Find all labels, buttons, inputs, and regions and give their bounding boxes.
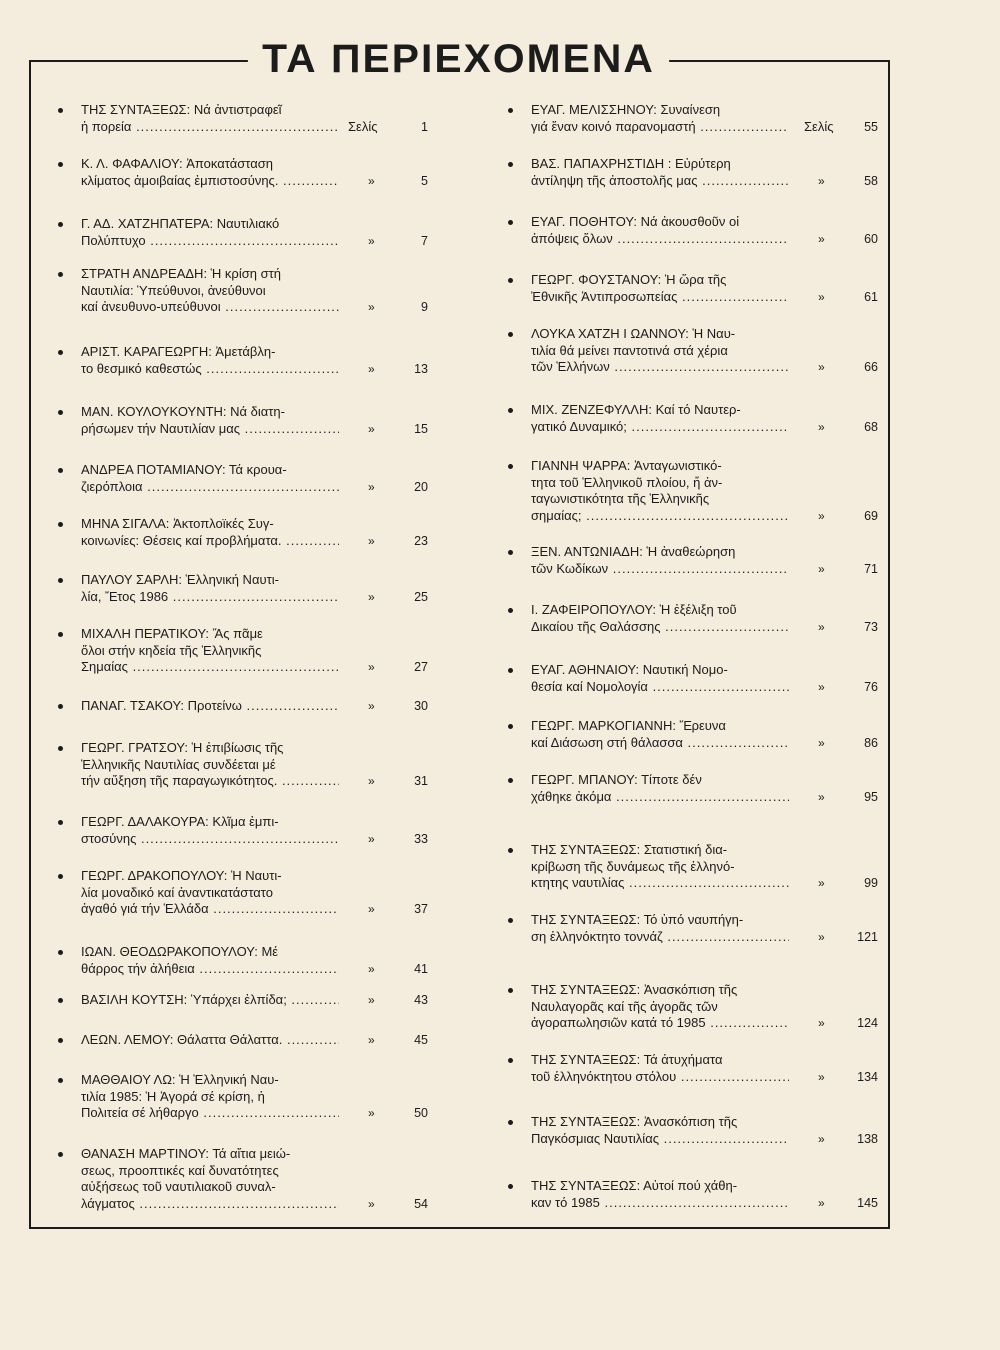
entry-line: κλίματος ἀμοιβαίας ἐμπιστοσύνης. ..... bbox=[81, 173, 339, 190]
bullet-icon bbox=[58, 746, 63, 751]
toc-entry bbox=[508, 912, 900, 945]
entry-text bbox=[81, 462, 339, 495]
entry-line: ΠΑΝΑΓ. ΤΣΑΚΟΥ: Προτείνω ..... bbox=[81, 698, 339, 715]
entry-line: κρίβωση τῆς δυνάμεως τῆς ἑλληνό- bbox=[531, 858, 735, 874]
bullet-icon bbox=[58, 704, 63, 709]
toc-entry bbox=[508, 602, 900, 635]
bullet-icon bbox=[508, 988, 513, 993]
ditto-mark: » bbox=[368, 1106, 375, 1120]
bullet-icon bbox=[508, 162, 513, 167]
entry-line: ΑΝΔΡΕΑ ΠΟΤΑΜΙΑΝΟΥ: Τά κρουα- bbox=[81, 462, 287, 477]
entry-line: τήν αὔξηση τῆς παραγωγικότητος. ..... bbox=[81, 773, 339, 790]
entry-line: γατικό Δυναμικό; ..... bbox=[531, 419, 789, 436]
bullet-icon bbox=[508, 778, 513, 783]
toc-entry bbox=[58, 344, 450, 377]
toc-entry bbox=[508, 214, 900, 247]
toc-entry bbox=[508, 1114, 900, 1147]
page-number: 55 bbox=[864, 119, 878, 134]
toc-entry bbox=[58, 868, 450, 918]
entry-text bbox=[81, 698, 339, 715]
entry-line: ὅλοι στήν κηδεία τῆς Ἑλληνικῆς bbox=[81, 642, 262, 658]
entry-line: ΤΗΣ ΣΥΝΤΑΞΕΩΣ: Αὐτοί πού χάθη- bbox=[531, 1178, 738, 1193]
entry-text bbox=[81, 944, 339, 977]
entry-line: Παγκόσμιας Ναυτιλίας ..... bbox=[531, 1131, 789, 1148]
entry-line: ΓΙΑΝΝΗ ΨΑΡΡΑ: Ἀνταγωνιστικό- bbox=[531, 458, 722, 473]
ditto-mark: » bbox=[818, 1016, 825, 1030]
entry-line: ΓΕΩΡΓ. ΔΑΛΑΚΟΥΡΑ: Κλῖμα ἐμπι- bbox=[81, 814, 279, 829]
bullet-icon bbox=[58, 632, 63, 637]
entry-line: στοσύνης ..... bbox=[81, 831, 339, 848]
entry-line: κοινωνίες: Θέσεις καί προβλήματα. ..... bbox=[81, 533, 339, 550]
toc-entry bbox=[508, 102, 900, 135]
entry-line: Πολύπτυχο ..... bbox=[81, 233, 339, 250]
entry-text bbox=[81, 572, 339, 605]
toc-entry bbox=[508, 1178, 900, 1211]
entry-text bbox=[531, 1052, 789, 1085]
entry-text bbox=[531, 544, 789, 577]
entry-line: ΘΑΝΑΣΗ ΜΑΡΤΙΝΟΥ: Τά αἴτια μειώ- bbox=[81, 1146, 291, 1161]
ditto-mark: » bbox=[368, 533, 375, 548]
ditto-mark: » bbox=[818, 929, 825, 944]
entry-line: Ι. ΖΑΦΕΙΡΟΠΟΥΛΟΥ: Ἡ ἐξέλιξη τοῦ bbox=[531, 602, 737, 617]
entry-text bbox=[531, 982, 789, 1032]
bullet-icon bbox=[58, 998, 63, 1003]
entry-line: ΕΥΑΓ. ΜΕΛΙΣΣΗΝΟΥ: Συναίνεση bbox=[531, 102, 721, 117]
ditto-mark: » bbox=[818, 419, 825, 434]
toc-entry bbox=[58, 216, 450, 249]
entry-line: ΠΑΥΛΟΥ ΣΑΡΛΗ: Ἑλληνική Ναυτι- bbox=[81, 572, 279, 587]
page-number: 23 bbox=[414, 533, 428, 548]
ditto-mark: » bbox=[818, 561, 825, 576]
ditto-mark: » bbox=[368, 660, 375, 674]
ditto-mark: » bbox=[818, 1131, 825, 1146]
entry-text bbox=[81, 344, 339, 377]
entry-text bbox=[81, 404, 339, 437]
ditto-mark: » bbox=[368, 233, 375, 248]
toc-entry bbox=[58, 944, 450, 977]
entry-line: καν τό 1985 ..... bbox=[531, 1195, 789, 1212]
page-number: 138 bbox=[857, 1131, 878, 1146]
entry-line: Κ. Λ. ΦΑΦΑΛΙΟΥ: Ἀποκατάσταση bbox=[81, 156, 273, 171]
entry-line: ζιερόπλοια ..... bbox=[81, 479, 339, 496]
entry-text bbox=[531, 326, 789, 376]
page-number: 27 bbox=[414, 660, 428, 674]
entry-text bbox=[531, 602, 789, 635]
page-number: 124 bbox=[857, 1016, 878, 1030]
entry-line: ταγωνιστικότητα τῆς Ἑλληνικῆς bbox=[531, 491, 710, 506]
entry-line: ΤΗΣ ΣΥΝΤΑΞΕΩΣ: Στατιστική δια- bbox=[531, 842, 728, 857]
entry-line: ΓΕΩΡΓ. ΔΡΑΚΟΠΟΥΛΟΥ: Ἡ Ναυτι- bbox=[81, 868, 282, 883]
ditto-mark: » bbox=[368, 993, 375, 1007]
entry-text bbox=[81, 868, 339, 918]
entry-line: ἀγαθό γιά τήν Ἑλλάδα ..... bbox=[81, 901, 339, 918]
entry-line: ΓΕΩΡΓ. ΜΠΑΝΟΥ: Τίποτε δέν bbox=[531, 772, 702, 787]
entry-text bbox=[531, 718, 789, 751]
entry-line: ΓΕΩΡΓ. ΦΟΥΣΤΑΝΟΥ: Ἡ ὥρα τῆς bbox=[531, 272, 727, 287]
page-number: 13 bbox=[414, 361, 428, 376]
ditto-mark: » bbox=[818, 360, 825, 374]
toc-entry bbox=[58, 156, 450, 189]
ditto-mark: » bbox=[368, 1196, 375, 1211]
entry-line: Ναυλαγορᾶς καί τῆς ἀγορᾶς τῶν bbox=[531, 998, 718, 1014]
ditto-mark: » bbox=[368, 479, 375, 494]
page-title: ΤΑ ΠΕΡΙΕΧΟΜΕΝΑ bbox=[0, 36, 917, 82]
bullet-icon bbox=[58, 222, 63, 227]
toc-entry bbox=[508, 272, 900, 305]
entry-line: τῶν Ἑλλήνων ..... bbox=[531, 359, 789, 376]
entry-text bbox=[531, 458, 789, 524]
entry-line: ΤΗΣ ΣΥΝΤΑΞΕΩΣ: Τό ὑπό ναυπήγη- bbox=[531, 912, 744, 927]
entry-line: λία, Ἔτος 1986 ..... bbox=[81, 589, 339, 606]
toc-entry bbox=[58, 740, 450, 790]
entry-line: ἀγοραπωλησιῶν κατά τό 1985 ..... bbox=[531, 1015, 789, 1032]
bullet-icon bbox=[508, 1058, 513, 1063]
entry-text bbox=[531, 272, 789, 305]
bullet-icon bbox=[508, 278, 513, 283]
entry-text bbox=[531, 842, 789, 892]
toc-entry bbox=[508, 982, 900, 1032]
entry-text bbox=[81, 1032, 339, 1049]
page-number: 9 bbox=[421, 300, 428, 314]
toc-entry bbox=[508, 1052, 900, 1085]
bullet-icon bbox=[58, 272, 63, 277]
entry-line: ΤΗΣ ΣΥΝΤΑΞΕΩΣ: Νά ἀντιστραφεῖ bbox=[81, 102, 282, 117]
bullet-icon bbox=[58, 1078, 63, 1083]
page-number: 45 bbox=[414, 1033, 428, 1047]
ditto-mark: » bbox=[818, 508, 825, 523]
toc-entry bbox=[58, 266, 450, 316]
page-number: 50 bbox=[414, 1106, 428, 1120]
entry-line: ἀντίληψη τῆς ἀποστολῆς μας ..... bbox=[531, 173, 789, 190]
ditto-mark: » bbox=[818, 789, 825, 804]
page-label: Σελίς bbox=[804, 118, 834, 134]
bullet-icon bbox=[58, 410, 63, 415]
page-number: 41 bbox=[414, 961, 428, 976]
entry-line: ΑΡΙΣΤ. ΚΑΡΑΓΕΩΡΓΗ: Ἀμετάβλη- bbox=[81, 344, 276, 359]
ditto-mark: » bbox=[818, 231, 825, 246]
ditto-mark: » bbox=[368, 421, 375, 436]
toc-entry bbox=[58, 1146, 450, 1212]
entry-line: θάρρος τήν ἀλήθεια ..... bbox=[81, 961, 339, 978]
entry-line: Σημαίας ..... bbox=[81, 659, 339, 676]
page-number: 15 bbox=[414, 421, 428, 436]
toc-entry bbox=[58, 626, 450, 676]
ditto-mark: » bbox=[818, 289, 825, 304]
entry-line: ΤΗΣ ΣΥΝΤΑΞΕΩΣ: Τά ἀτυχήματα bbox=[531, 1052, 723, 1067]
entry-text bbox=[531, 102, 789, 135]
page-number: 25 bbox=[414, 589, 428, 604]
ditto-mark: » bbox=[368, 361, 375, 376]
ditto-mark: » bbox=[818, 679, 825, 694]
toc-entry bbox=[58, 1072, 450, 1122]
bullet-icon bbox=[58, 820, 63, 825]
entry-line: ΜΑΝ. ΚΟΥΛΟΥΚΟΥΝΤΗ: Νά διατη- bbox=[81, 404, 285, 419]
entry-line: ΕΥΑΓ. ΠΟΘΗΤΟΥ: Νά ἀκουσθοῦν οἱ bbox=[531, 214, 740, 229]
entry-text bbox=[81, 102, 339, 135]
entry-text bbox=[531, 1178, 789, 1211]
bullet-icon bbox=[508, 668, 513, 673]
entry-line: τιλία θά μείνει παντοτινά στά χέρια bbox=[531, 342, 728, 358]
entry-text bbox=[531, 214, 789, 247]
bullet-icon bbox=[58, 1152, 63, 1157]
entry-text bbox=[531, 402, 789, 435]
bullet-icon bbox=[58, 578, 63, 583]
ditto-mark: » bbox=[818, 1195, 825, 1210]
entry-text bbox=[531, 772, 789, 805]
page-label: Σελίς bbox=[348, 118, 378, 134]
entry-line: ΤΗΣ ΣΥΝΤΑΞΕΩΣ: Ἀνασκόπιση τῆς bbox=[531, 982, 738, 997]
entry-line: σεως, προοπτικές καί δυνατότητες bbox=[81, 1162, 279, 1178]
toc-entry bbox=[58, 814, 450, 847]
entry-text bbox=[531, 1114, 789, 1147]
bullet-icon bbox=[508, 464, 513, 469]
page-number: 66 bbox=[864, 360, 878, 374]
entry-line: καί Διάσωση στή θάλασσα ..... bbox=[531, 735, 789, 752]
entry-line: ἡ πορεία ..... bbox=[81, 119, 339, 136]
entry-line: ΜΑΘΘΑΙΟΥ ΛΩ: Ἡ Ἑλληνική Ναυ- bbox=[81, 1072, 279, 1087]
bullet-icon bbox=[58, 874, 63, 879]
bullet-icon bbox=[508, 550, 513, 555]
page-number: 71 bbox=[864, 561, 878, 576]
entry-line: καί ἀνευθυνο-υπεύθυνοι ..... bbox=[81, 299, 339, 316]
entry-text bbox=[81, 814, 339, 847]
page-number: 69 bbox=[864, 508, 878, 523]
page-number: 33 bbox=[414, 831, 428, 846]
bullet-icon bbox=[508, 1120, 513, 1125]
entry-text bbox=[81, 266, 339, 316]
entry-line: ΜΗΝΑ ΣΙΓΑΛΑ: Ἀκτοπλοϊκές Συγ- bbox=[81, 516, 274, 531]
entry-line: Ἐθνικῆς Ἀντιπροσωπείας ..... bbox=[531, 289, 789, 306]
bullet-icon bbox=[508, 608, 513, 613]
entry-line: ΓΕΩΡΓ. ΜΑΡΚΟΓΙΑΝΝΗ: Ἔρευνα bbox=[531, 718, 726, 733]
entry-line: τοῦ ἑλληνόκτητου στόλου ..... bbox=[531, 1069, 789, 1086]
page-number: 95 bbox=[864, 789, 878, 804]
toc-entry bbox=[508, 662, 900, 695]
entry-text bbox=[81, 156, 339, 189]
bullet-icon bbox=[58, 950, 63, 955]
entry-line: το θεσμικό καθεστώς ..... bbox=[81, 361, 339, 378]
toc-entry bbox=[508, 458, 900, 524]
entry-line: ΓΕΩΡΓ. ΓΡΑΤΣΟΥ: Ἡ ἐπιβίωσις τῆς bbox=[81, 740, 284, 755]
bullet-icon bbox=[508, 918, 513, 923]
bullet-icon bbox=[58, 522, 63, 527]
ditto-mark: » bbox=[818, 173, 825, 188]
page-number: 31 bbox=[414, 774, 428, 788]
entry-text bbox=[531, 662, 789, 695]
bullet-icon bbox=[508, 848, 513, 853]
entry-line: ΕΥΑΓ. ΑΘΗΝΑΙΟΥ: Ναυτική Νομο- bbox=[531, 662, 728, 677]
ditto-mark: » bbox=[368, 589, 375, 604]
page-number: 1 bbox=[421, 119, 428, 134]
bullet-icon bbox=[508, 108, 513, 113]
toc-entry bbox=[508, 156, 900, 189]
page-number: 20 bbox=[414, 479, 428, 494]
entry-text bbox=[81, 516, 339, 549]
entry-line: ΒΑΣ. ΠΑΠΑΧΡΗΣΤΙΔΗ : Εὐρύτερη bbox=[531, 156, 731, 171]
bullet-icon bbox=[58, 108, 63, 113]
entry-text bbox=[81, 1146, 339, 1212]
entry-line: Δικαίου τῆς Θαλάσσης ..... bbox=[531, 619, 789, 636]
entry-text bbox=[81, 216, 339, 249]
ditto-mark: » bbox=[818, 876, 825, 890]
entry-line: χάθηκε ἀκόμα ..... bbox=[531, 789, 789, 806]
ditto-mark: » bbox=[368, 699, 375, 713]
entry-line: Γ. ΑΔ. ΧΑΤΖΗΠΑΤΕΡΑ: Ναυτιλιακό bbox=[81, 216, 280, 231]
entry-line: ΙΩΑΝ. ΘΕΟΔΩΡΑΚΟΠΟΥΛΟΥ: Μέ bbox=[81, 944, 279, 959]
entry-line: λάγματος ..... bbox=[81, 1196, 339, 1213]
entry-line: ΛΕΩΝ. ΛΕΜΟΥ: Θάλαττα Θάλαττα. ..... bbox=[81, 1032, 339, 1049]
bullet-icon bbox=[508, 332, 513, 337]
page-number: 5 bbox=[421, 173, 428, 188]
bullet-icon bbox=[508, 1184, 513, 1189]
page-number: 30 bbox=[414, 699, 428, 713]
bullet-icon bbox=[58, 162, 63, 167]
toc-entry bbox=[508, 402, 900, 435]
bullet-icon bbox=[508, 408, 513, 413]
page-number: 58 bbox=[864, 173, 878, 188]
page-number: 54 bbox=[414, 1196, 428, 1211]
entry-line: Ναυτιλία: Ὑπεύθυνοι, ἀνεύθυνοι bbox=[81, 282, 266, 298]
entry-text bbox=[81, 992, 339, 1009]
ditto-mark: » bbox=[818, 735, 825, 750]
toc-entry bbox=[58, 1032, 450, 1049]
entry-line: ΣΤΡΑΤΗ ΑΝΔΡΕΑΔΗ: Ἡ κρίση στή bbox=[81, 266, 281, 281]
toc-entry bbox=[508, 544, 900, 577]
entry-line: σημαίας; ..... bbox=[531, 508, 789, 525]
page-number: 121 bbox=[857, 929, 878, 944]
entry-line: τιλία 1985: Ἡ Ἀγορά σέ κρίση, ἡ bbox=[81, 1088, 265, 1104]
toc-entry bbox=[58, 102, 450, 135]
entry-line: Πολιτεία σέ λήθαργο ..... bbox=[81, 1105, 339, 1122]
ditto-mark: » bbox=[368, 1033, 375, 1047]
entry-line: ΤΗΣ ΣΥΝΤΑΞΕΩΣ: Ἀνασκόπιση τῆς bbox=[531, 1114, 738, 1129]
page-number: 145 bbox=[857, 1195, 878, 1210]
bullet-icon bbox=[508, 220, 513, 225]
entry-line: ΜΙΧ. ΖΕΝΖΕΦΥΛΛΗ: Καί τό Ναυτερ- bbox=[531, 402, 741, 417]
entry-line: ΜΙΧΑΛΗ ΠΕΡΑΤΙΚΟΥ: Ἄς πᾶμε bbox=[81, 626, 263, 641]
entry-text bbox=[531, 912, 789, 945]
ditto-mark: » bbox=[368, 774, 375, 788]
entry-line: θεσία καί Νομολογία ..... bbox=[531, 679, 789, 696]
bullet-icon bbox=[58, 350, 63, 355]
ditto-mark: » bbox=[818, 1069, 825, 1084]
ditto-mark: » bbox=[368, 831, 375, 846]
toc-entry bbox=[58, 698, 450, 715]
entry-text bbox=[81, 1072, 339, 1122]
ditto-mark: » bbox=[818, 619, 825, 634]
toc-entry bbox=[508, 326, 900, 376]
page-number: 86 bbox=[864, 735, 878, 750]
entry-text bbox=[81, 626, 339, 676]
entry-line: αὐξήσεως τοῦ ναυτιλιακοῦ συναλ- bbox=[81, 1179, 276, 1194]
entry-text bbox=[531, 156, 789, 189]
toc-entry bbox=[508, 718, 900, 751]
page-number: 134 bbox=[857, 1069, 878, 1084]
entry-line: ἀπόψεις ὅλων ..... bbox=[531, 231, 789, 248]
ditto-mark: » bbox=[368, 961, 375, 976]
entry-line: κτητης ναυτιλίας ..... bbox=[531, 875, 789, 892]
entry-line: Ἑλληνικῆς Ναυτιλίας συνδέεται μέ bbox=[81, 756, 276, 772]
page-number: 76 bbox=[864, 679, 878, 694]
page-number: 73 bbox=[864, 619, 878, 634]
toc-entry bbox=[508, 842, 900, 892]
entry-line: ση ἑλληνόκτητο τοννάζ ..... bbox=[531, 929, 789, 946]
entry-line: γιά ἕναν κοινό παρανομαστή ..... bbox=[531, 119, 789, 136]
toc-entry bbox=[508, 772, 900, 805]
toc-entry bbox=[58, 572, 450, 605]
toc-entry bbox=[58, 992, 450, 1009]
toc-entry bbox=[58, 516, 450, 549]
entry-line: ΒΑΣΙΛΗ ΚΟΥΤΣΗ: Ὑπάρχει ἐλπίδα; ..... bbox=[81, 992, 339, 1009]
entry-line: ρήσωμεν τήν Ναυτιλίαν μας ..... bbox=[81, 421, 339, 438]
ditto-mark: » bbox=[368, 173, 375, 188]
ditto-mark: » bbox=[368, 902, 375, 916]
bullet-icon bbox=[58, 468, 63, 473]
toc-entry bbox=[58, 462, 450, 495]
bullet-icon bbox=[58, 1038, 63, 1043]
entry-line: ΞΕΝ. ΑΝΤΩΝΙΑΔΗ: Ἡ ἀναθεώρηση bbox=[531, 544, 736, 559]
page-number: 60 bbox=[864, 231, 878, 246]
page-number: 37 bbox=[414, 902, 428, 916]
bullet-icon bbox=[508, 724, 513, 729]
page-number: 43 bbox=[414, 993, 428, 1007]
ditto-mark: » bbox=[368, 300, 375, 314]
toc-entry bbox=[58, 404, 450, 437]
entry-line: τητα τοῦ Ἑλληνικοῦ πλοίου, ἤ ἀν- bbox=[531, 474, 723, 490]
page-number: 7 bbox=[421, 233, 428, 248]
page-number: 61 bbox=[864, 289, 878, 304]
entry-line: τῶν Κωδίκων ..... bbox=[531, 561, 789, 578]
entry-text bbox=[81, 740, 339, 790]
page-number: 99 bbox=[864, 876, 878, 890]
entry-line: ΛΟΥΚΑ ΧΑΤΖΗ Ι ΩΑΝΝΟΥ: Ἡ Ναυ- bbox=[531, 326, 736, 341]
entry-line: λία μοναδικό καί ἀναντικατάστατο bbox=[81, 884, 273, 900]
page-number: 68 bbox=[864, 419, 878, 434]
